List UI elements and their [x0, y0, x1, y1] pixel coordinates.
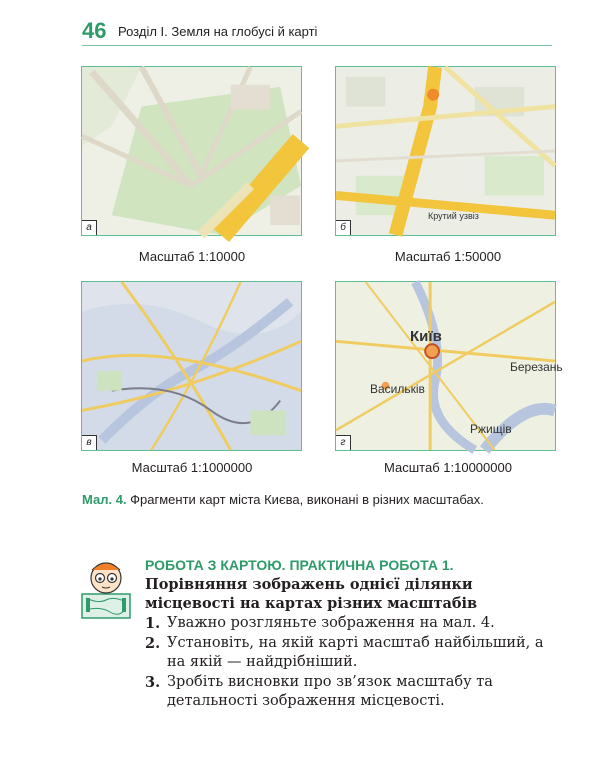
- figure-caption-text: Фрагменти карт міста Києва, виконані в різних масштабах.: [126, 492, 484, 507]
- task-label: РОБОТА З КАРТОЮ. ПРАКТИЧНА РОБОТА 1.: [145, 557, 454, 573]
- page-number: 46: [82, 18, 107, 43]
- task-step-number: 2.: [145, 635, 161, 652]
- figure-label: Мал. 4.: [82, 492, 127, 507]
- task-steps: [145, 614, 555, 711]
- task-step: [145, 673, 555, 711]
- task-step-text: Зробіть висновки про зв’язок масштабу та детальності зображення місцевості.: [167, 674, 493, 709]
- header-divider: [82, 45, 552, 46]
- task-step-number: 3.: [145, 674, 161, 691]
- figure-caption: [82, 492, 484, 507]
- map-d-label-berezan: Березань: [510, 360, 563, 374]
- task-step-text: Уважно розгляньте зображення на мал. 4.: [167, 615, 495, 631]
- map-letter: в: [82, 435, 97, 450]
- map-d-label-kyiv: Київ: [410, 328, 442, 345]
- map-letter: а: [82, 220, 97, 235]
- map-c-1000000: [81, 281, 302, 451]
- task-heading: [145, 556, 555, 613]
- map-letter: б: [336, 220, 351, 235]
- practical-task: [145, 556, 555, 712]
- student-map-icon: [80, 558, 132, 620]
- section-title: Розділ І. Земля на глобусі й карті: [118, 24, 318, 39]
- map-letter: г: [336, 435, 351, 450]
- map-c-scale: Масштаб 1:1000000: [131, 460, 253, 475]
- map-d-label-vasylkiv: Васильків: [370, 382, 425, 396]
- map-d-label-rzhyshchiv: Ржищів: [470, 422, 512, 436]
- map-a-10000: [81, 66, 302, 236]
- task-step: [145, 614, 555, 633]
- task-title: Порівняння зображень однієї ділянки місцевості на картах різних масштабів: [145, 576, 478, 612]
- map-b-50000: [335, 66, 556, 236]
- map-d-scale: Масштаб 1:10000000: [384, 460, 512, 475]
- map-a-scale: Масштаб 1:10000: [138, 249, 246, 264]
- map-b-scale: Масштаб 1:50000: [394, 249, 502, 264]
- task-step-number: 1.: [145, 615, 161, 632]
- task-step: [145, 634, 555, 672]
- map-d-10000000: [335, 281, 563, 451]
- task-step-text: Установіть, на якій карті масштаб найбільший, а на якій — найдрібніший.: [167, 635, 544, 670]
- map-b-label: Крутий узвіз: [428, 211, 479, 221]
